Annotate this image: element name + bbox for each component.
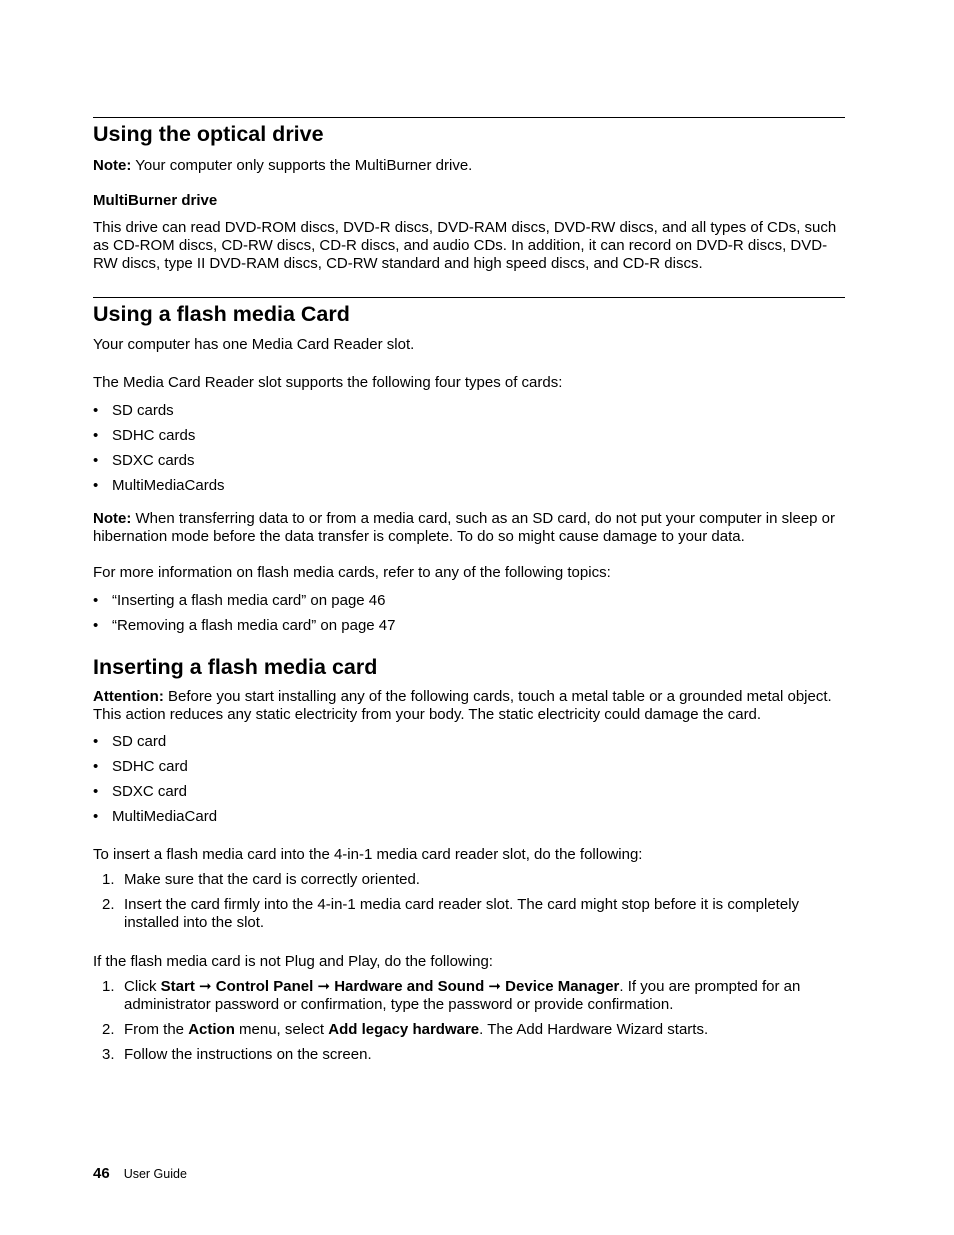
topics-list bbox=[93, 592, 845, 642]
step-item bbox=[93, 871, 845, 889]
step-text: Follow the instructions on the screen. bbox=[124, 1046, 372, 1063]
arrow-icon: ➞ bbox=[317, 978, 331, 995]
topic-link-inserting[interactable]: • “Inserting a flash media card” on page 46 bbox=[93, 592, 845, 610]
pnp-steps bbox=[93, 978, 845, 1071]
step-number: 2. bbox=[102, 896, 115, 913]
step-number: 2. bbox=[102, 1021, 115, 1038]
page-footer bbox=[93, 1165, 187, 1182]
list-item: • SD cards bbox=[93, 402, 845, 420]
list-item: • MultiMediaCard bbox=[93, 808, 845, 826]
step-item bbox=[93, 978, 845, 1014]
step-item bbox=[93, 896, 845, 932]
note-text: When transferring data to or from a media card, such as an SD card, do not put your computer in sleep or hibernation mode before the data transfer is complete. To do so might cause damage to your data. bbox=[93, 510, 836, 545]
step-text: . If you are prompted for an administrator password or confirmation, type the password or provide confirmation. bbox=[124, 978, 801, 1013]
topic-link-removing[interactable]: • “Removing a flash media card” on page 47 bbox=[93, 617, 845, 635]
card-types-list bbox=[93, 402, 845, 502]
list-item: • SDHC card bbox=[93, 758, 845, 776]
insert-intro: To insert a flash media card into the 4-in-1 media card reader slot, do the following: bbox=[93, 846, 643, 863]
step-number: 1. bbox=[102, 978, 115, 995]
menu-device-manager: Device Manager bbox=[505, 978, 620, 995]
page-number: 46 bbox=[93, 1165, 110, 1182]
step-text: Insert the card firmly into the 4-in-1 media card reader slot. The card might stop before it is completely installed into the slot. bbox=[124, 896, 800, 931]
step-number: 3. bbox=[102, 1046, 115, 1063]
menu-hardware-sound: Hardware and Sound bbox=[334, 978, 485, 995]
menu-control-panel: Control Panel bbox=[215, 978, 314, 995]
menu-action: Action bbox=[188, 1021, 235, 1038]
flash-supports: The Media Card Reader slot supports the following four types of cards: bbox=[93, 374, 563, 391]
list-item: • SDHC cards bbox=[93, 427, 845, 445]
attention-label: Attention: bbox=[93, 688, 164, 705]
list-item: • SDXC card bbox=[93, 783, 845, 801]
heading-optical-drive: Using the optical drive bbox=[93, 122, 324, 146]
step-item bbox=[93, 1021, 845, 1039]
menu-add-legacy-hardware: Add legacy hardware bbox=[328, 1021, 480, 1038]
subheading-multiburner: MultiBurner drive bbox=[93, 192, 218, 209]
section-divider bbox=[93, 117, 845, 118]
step-text: . The Add Hardware Wizard starts. bbox=[479, 1021, 709, 1038]
note-text: Your computer only supports the MultiBurner drive. bbox=[131, 157, 473, 174]
menu-start: Start bbox=[160, 978, 195, 995]
heading-inserting: Inserting a flash media card bbox=[93, 655, 378, 679]
insert-card-list bbox=[93, 733, 845, 833]
step-text: Click bbox=[124, 978, 161, 995]
arrow-icon: ➞ bbox=[488, 978, 501, 995]
flash-note bbox=[93, 510, 845, 546]
step-text: Make sure that the card is correctly oriented. bbox=[124, 871, 420, 888]
note-label: Note: bbox=[93, 510, 132, 527]
step-text: menu, select bbox=[234, 1021, 329, 1038]
attention-text: Before you start installing any of the following cards, touch a metal table or a grounded metal object. This action reduces any static electricity from your body. The static electricity could damage the card. bbox=[93, 688, 832, 723]
list-item: • SD card bbox=[93, 733, 845, 751]
step-number: 1. bbox=[102, 871, 115, 888]
arrow-icon: ➞ bbox=[199, 978, 212, 995]
list-item: • SDXC cards bbox=[93, 452, 845, 470]
insert-steps bbox=[93, 871, 845, 939]
optical-note bbox=[93, 157, 845, 175]
section-divider bbox=[93, 297, 845, 298]
more-info: For more information on flash media cards, refer to any of the following topics: bbox=[93, 564, 611, 581]
doc-title: User Guide bbox=[123, 1167, 187, 1181]
list-item: • MultiMediaCards bbox=[93, 477, 845, 495]
heading-flash-media: Using a flash media Card bbox=[93, 302, 350, 326]
pnp-intro: If the flash media card is not Plug and Play, do the following: bbox=[93, 953, 493, 970]
flash-intro: Your computer has one Media Card Reader slot. bbox=[93, 336, 415, 353]
step-text: From the bbox=[124, 1021, 189, 1038]
step-item bbox=[93, 1046, 845, 1064]
multiburner-paragraph: This drive can read DVD-ROM discs, DVD-R discs, DVD-RAM discs, DVD-RW discs, and all types of CDs, such as CD-ROM discs, CD-RW discs, CD-R discs, and audio CDs. In addition, it can record on DVD-R discs, DVD-RW discs, type II DVD-RAM discs, CD-RW standard and high speed discs, and CD-R discs. bbox=[93, 219, 837, 272]
attention-note bbox=[93, 688, 845, 724]
note-label: Note: bbox=[93, 157, 132, 174]
